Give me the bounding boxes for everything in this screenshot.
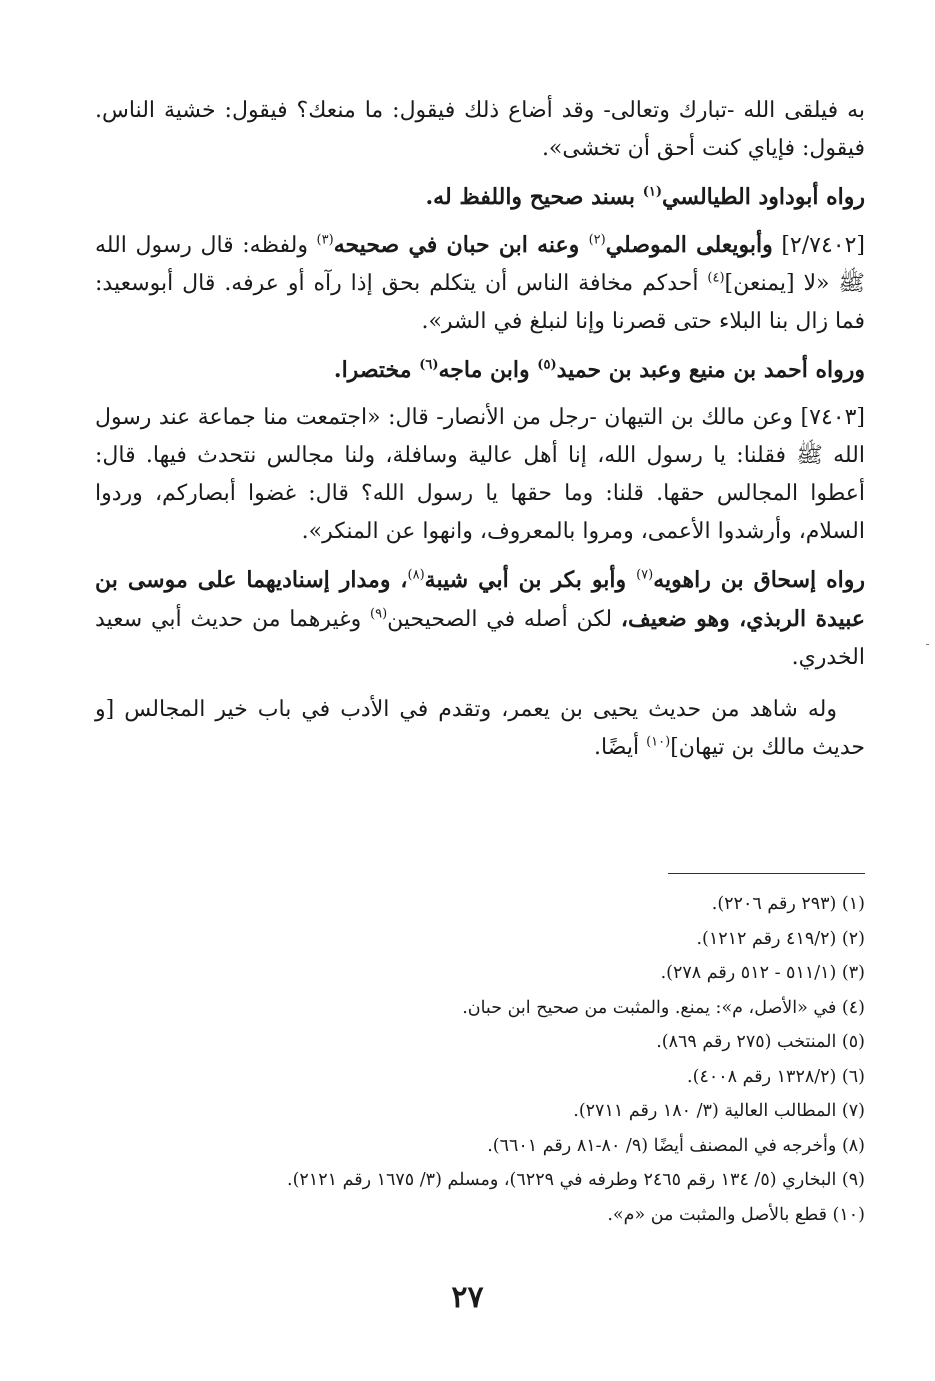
footnote-ref-10[interactable]: (١٠) [646, 734, 671, 750]
footnote-ref-9[interactable]: (٩) [370, 606, 388, 622]
attribution-text: مختصرا. [333, 357, 420, 383]
attribution-text: وغيرهما من حديث أبي سعيد الخدري. [95, 607, 865, 670]
footnote-2: (٢) (٤١٩/٢ رقم ١٢١٢). [696, 928, 865, 949]
paragraph-text: أيضًا. [594, 735, 647, 760]
footnote-6: (٦) (١٣٢٨/٢ رقم ٤٠٠٨). [687, 1066, 865, 1087]
attribution-text: ورواه أحمد بن منيع وعبد بن حميد [556, 357, 865, 383]
paragraph-7 [95, 691, 865, 767]
attribution-text: وابن ماجه [438, 357, 538, 383]
footnote-8: (٨) وأخرجه في المصنف أيضًا (٩/ ٨٠-٨١ رقم ٦٦٠١). [487, 1135, 865, 1156]
paragraph-2-attribution [95, 178, 865, 216]
footnote-9: (٩) البخاري (٥/ ١٣٤ رقم ٢٤٦٥ وطرفه في ٦٢٢٩)، ومسلم (٣/ ١٦٧٥ رقم ٢١٢١). [287, 1170, 865, 1190]
footnote-7: (٧) المطالب العالية (٣/ ١٨٠ رقم ٢٧١١). [573, 1101, 865, 1121]
paragraph-1: به فيلقى الله -تبارك وتعالى- وقد أضاع ذلك فيقول: ما منعك؟ فيقول: خشية الناس. فيقول: فإياي كنت أحق أن تخشى». [95, 98, 865, 161]
paragraph-text: وله شاهد من حديث يحيى بن يعمر، وتقدم في الأدب في باب خير المجالس [و حديث مالك بن تيهان] [95, 697, 865, 760]
footnote-ref-1[interactable]: (١) [642, 184, 662, 200]
hadith-number: [٢/٧٤٠٢] [772, 233, 865, 258]
hadith-text: أحدكم مخافة الناس أن يتكلم بحق إذا رآه أو عرفه. قال أبوسعيد: فما زال بنا البلاء حتى قصرنا وإنا لنبلغ في الشر». [95, 271, 865, 334]
hadith-text: ولفظه: قال رسول الله ﷺ «لا [يمنعن] [95, 233, 866, 296]
page-number: ٢٧ [451, 1280, 484, 1315]
footnote-5: (٥) المنتخب (٢٧٥ رقم ٨٦٩). [656, 1032, 865, 1052]
footnote-ref-7[interactable]: (٧) [636, 567, 654, 583]
paragraph-4-attribution [95, 351, 865, 389]
footnote-10: (١٠) قطع بالأصل والمثبت من «م». [607, 1204, 865, 1225]
source-name: وعنه ابن حبان في صحيحه [333, 232, 589, 258]
attribution-text: رواه إسحاق بن راهويه [653, 567, 866, 593]
paragraph-3-hadith [95, 226, 865, 341]
source-name: وأبويعلى الموصلي [605, 232, 773, 258]
paragraph-6-attribution [95, 561, 865, 677]
footnote-3: (٣) (٥١١/١ - ٥١٢ رقم ٢٧٨). [660, 963, 865, 983]
attribution-text: بسند صحيح واللفظ له. [425, 184, 643, 210]
paragraph-5-hadith: [٧٤٠٣] وعن مالك بن التيهان -رجل من الأنصار- قال: «اجتمعت منا جماعة عند رسول الله ﷺ فقلنا: يا رسول الله، إنا أهل عالية وسافلة، ولنا مجالس نتحدث فيها. قال: أعطوا المجالس حقها. قلنا: وما حقها يا رسول الله؟ قال: غضوا أبصاركم، وردوا السلام، وأرشدوا الأعمى، ومروا بالمعروف، وانهوا عن المنكر». [95, 405, 865, 544]
footnotes [95, 887, 865, 1232]
attribution-text: وأبو بكر بن أبي شيبة [424, 567, 637, 593]
footnote-ref-5[interactable]: (٥) [537, 357, 557, 373]
footnote-ref-6[interactable]: (٦) [419, 357, 439, 373]
attribution-text: لكن أصله في الصحيحين [387, 607, 621, 632]
main-text [95, 92, 865, 777]
attribution-text: رواه أبوداود الطيالسي [661, 184, 865, 210]
footnote-ref-8[interactable]: (٨) [407, 567, 425, 583]
footnote-ref-3[interactable]: (٣) [316, 232, 334, 248]
footnote-1: (١) (٢٩٣ رقم ٢٢٠٦). [711, 894, 865, 914]
footnote-divider [668, 873, 865, 874]
footnote-ref-4[interactable]: (٤) [707, 270, 725, 286]
scan-edge-mark [926, 644, 929, 645]
attribution-text: ، ومدار إسناديهما على موسى بن عبيدة الربذي، وهو ضعيف، [95, 567, 866, 632]
footnote-4: (٤) في «الأصل، م»: يمنع. والمثبت من صحيح ابن حبان. [462, 997, 865, 1018]
footnote-ref-2[interactable]: (٢) [588, 232, 606, 248]
